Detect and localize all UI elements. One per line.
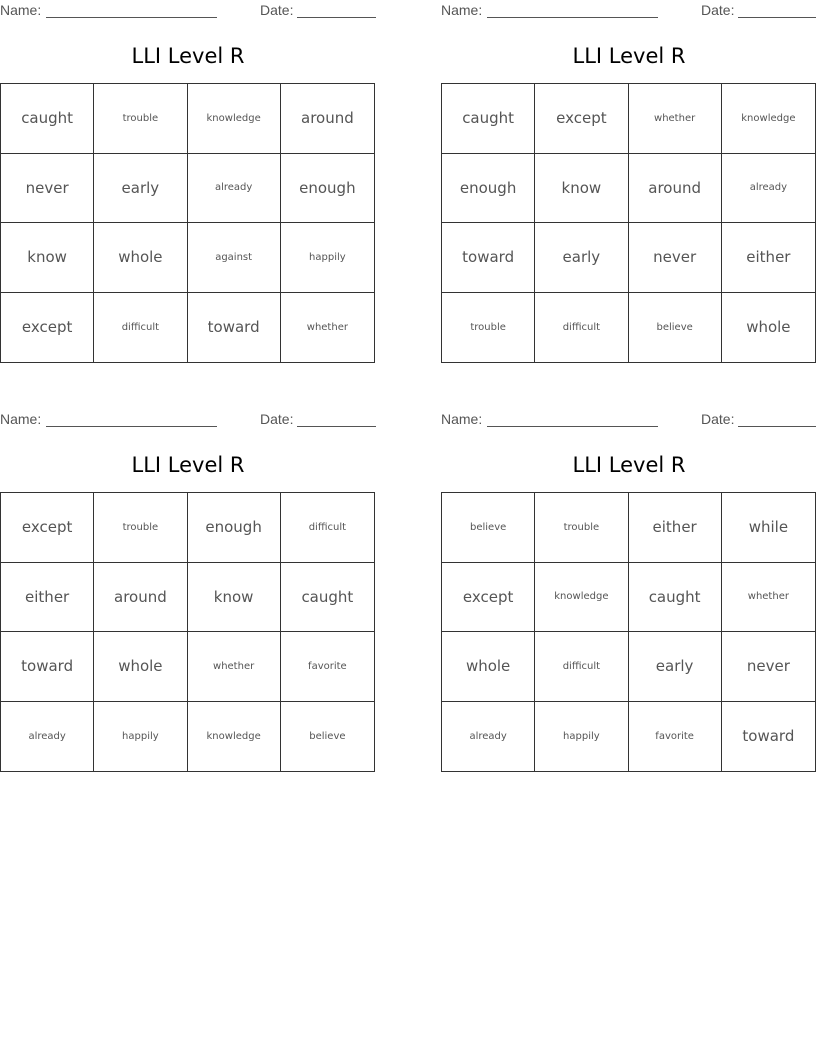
bingo-card bbox=[441, 409, 816, 789]
bingo-cell[interactable]: believe bbox=[309, 730, 346, 742]
bingo-cell[interactable]: favorite bbox=[281, 632, 374, 702]
bingo-cell[interactable]: toward bbox=[1, 632, 94, 702]
bingo-cell[interactable]: caught bbox=[629, 563, 722, 633]
bingo-cell[interactable]: except bbox=[1, 293, 94, 363]
bingo-cell[interactable]: whole bbox=[94, 223, 187, 293]
bingo-cell[interactable]: already bbox=[188, 154, 281, 224]
bingo-cell[interactable]: trouble bbox=[442, 293, 535, 363]
bingo-cell[interactable]: trouble bbox=[535, 493, 628, 563]
bingo-cell[interactable]: knowledge bbox=[722, 84, 815, 154]
bingo-cell[interactable]: around bbox=[94, 563, 187, 633]
bingo-cell[interactable]: never bbox=[722, 632, 815, 702]
name-label: Name: bbox=[0, 2, 42, 18]
bingo-cell[interactable]: while bbox=[722, 493, 815, 563]
bingo-cell[interactable]: early bbox=[629, 632, 722, 702]
bingo-cell[interactable]: whether bbox=[629, 84, 722, 154]
bingo-cell[interactable]: difficult bbox=[535, 632, 628, 702]
bingo-cell[interactable]: difficult bbox=[535, 293, 628, 363]
date-blank-line[interactable] bbox=[297, 426, 376, 427]
bingo-cell[interactable]: enough bbox=[442, 154, 535, 224]
bingo-cell[interactable]: already bbox=[1, 702, 94, 772]
bingo-grid bbox=[441, 492, 816, 772]
bingo-cell[interactable]: never bbox=[629, 223, 722, 293]
bingo-cell[interactable]: early bbox=[535, 223, 628, 293]
bingo-cell[interactable]: happily bbox=[535, 702, 628, 772]
bingo-card bbox=[0, 409, 376, 789]
name-blank-line[interactable] bbox=[46, 17, 217, 18]
bingo-grid bbox=[0, 492, 375, 772]
name-label: Name: bbox=[0, 411, 42, 427]
card-title: LLI Level R bbox=[131, 44, 245, 68]
bingo-cell[interactable]: already bbox=[442, 702, 535, 772]
bingo-cell[interactable]: whether bbox=[306, 321, 348, 333]
name-label: Name: bbox=[441, 2, 483, 18]
bingo-cell[interactable]: caught bbox=[442, 84, 535, 154]
bingo-cell[interactable]: trouble bbox=[94, 493, 187, 563]
date-blank-line[interactable] bbox=[297, 17, 376, 18]
date-label: Date: bbox=[701, 411, 735, 427]
bingo-cell[interactable]: early bbox=[94, 154, 187, 224]
bingo-cell[interactable]: believe bbox=[629, 293, 722, 363]
bingo-cell[interactable]: whole bbox=[94, 632, 187, 702]
bingo-cell[interactable]: toward bbox=[442, 223, 535, 293]
date-label: Date: bbox=[260, 2, 294, 18]
bingo-cell[interactable]: either bbox=[629, 493, 722, 563]
name-date-header bbox=[441, 2, 816, 20]
bingo-cell[interactable]: knowledge bbox=[188, 702, 281, 772]
bingo-cell[interactable]: caught bbox=[1, 84, 94, 154]
bingo-cell[interactable]: favorite bbox=[629, 702, 722, 772]
name-blank-line[interactable] bbox=[487, 17, 658, 18]
bingo-cell[interactable]: knowledge bbox=[188, 84, 281, 154]
date-label: Date: bbox=[701, 2, 735, 18]
date-blank-line[interactable] bbox=[738, 17, 816, 18]
bingo-cell[interactable]: caught bbox=[281, 563, 374, 633]
bingo-cell[interactable]: toward bbox=[742, 727, 795, 746]
bingo-cell[interactable]: around bbox=[629, 154, 722, 224]
date-label: Date: bbox=[260, 411, 294, 427]
bingo-grid bbox=[0, 83, 375, 363]
bingo-cell[interactable]: believe bbox=[442, 493, 535, 563]
bingo-card bbox=[441, 0, 816, 380]
bingo-cell[interactable]: whether bbox=[188, 632, 281, 702]
bingo-cell[interactable]: either bbox=[722, 223, 815, 293]
bingo-cell[interactable]: knowledge bbox=[535, 563, 628, 633]
bingo-cell[interactable]: already bbox=[722, 154, 815, 224]
bingo-cell[interactable]: know bbox=[535, 154, 628, 224]
bingo-cell[interactable]: never bbox=[1, 154, 94, 224]
bingo-cell[interactable]: know bbox=[1, 223, 94, 293]
bingo-cell[interactable]: except bbox=[1, 493, 94, 563]
bingo-cell[interactable]: enough bbox=[188, 493, 281, 563]
bingo-cell[interactable]: enough bbox=[281, 154, 374, 224]
bingo-cell[interactable]: difficult bbox=[281, 493, 374, 563]
bingo-cell[interactable]: toward bbox=[188, 293, 281, 363]
date-blank-line[interactable] bbox=[738, 426, 816, 427]
bingo-cell[interactable]: around bbox=[281, 84, 374, 154]
bingo-cell[interactable]: happily bbox=[94, 702, 187, 772]
name-blank-line[interactable] bbox=[46, 426, 217, 427]
bingo-cell[interactable]: either bbox=[1, 563, 94, 633]
card-title: LLI Level R bbox=[131, 453, 245, 477]
bingo-cell[interactable]: happily bbox=[281, 223, 374, 293]
name-label: Name: bbox=[441, 411, 483, 427]
bingo-cell[interactable]: against bbox=[188, 223, 281, 293]
name-date-header bbox=[0, 411, 376, 429]
name-blank-line[interactable] bbox=[487, 426, 658, 427]
bingo-cell[interactable]: difficult bbox=[94, 293, 187, 363]
card-title: LLI Level R bbox=[572, 453, 686, 477]
bingo-cell[interactable]: know bbox=[188, 563, 281, 633]
bingo-cell[interactable]: whether bbox=[722, 563, 815, 633]
card-title: LLI Level R bbox=[572, 44, 686, 68]
name-date-header bbox=[441, 411, 816, 429]
name-date-header bbox=[0, 2, 376, 20]
bingo-card bbox=[0, 0, 376, 380]
bingo-cell[interactable]: trouble bbox=[94, 84, 187, 154]
bingo-cell[interactable]: except bbox=[535, 84, 628, 154]
bingo-cell[interactable]: whole bbox=[442, 632, 535, 702]
bingo-grid bbox=[441, 83, 816, 363]
bingo-cell[interactable]: except bbox=[442, 563, 535, 633]
bingo-cell[interactable]: whole bbox=[746, 318, 791, 337]
